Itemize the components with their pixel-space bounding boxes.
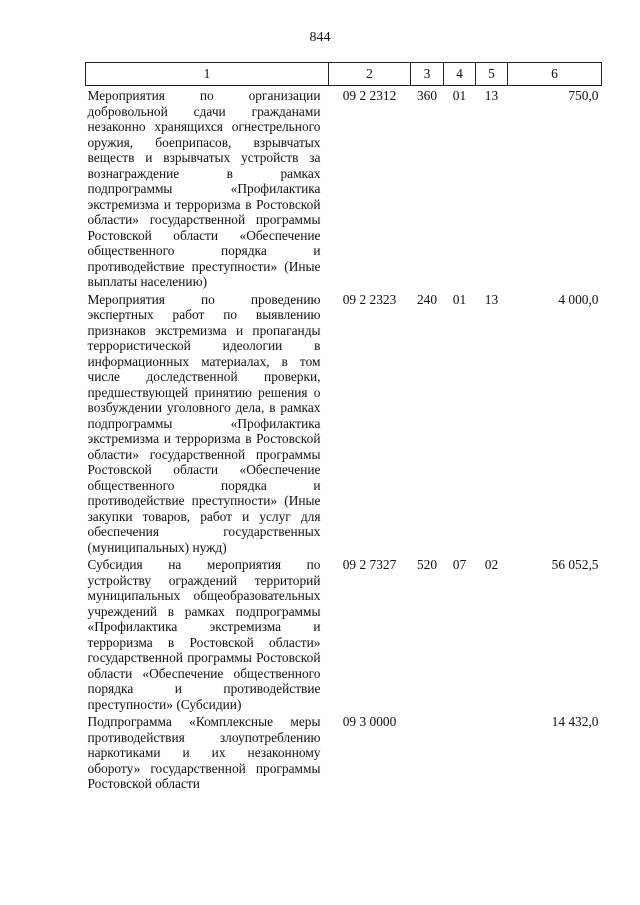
table-header-row xyxy=(86,63,602,86)
row-col-3: 520 xyxy=(416,557,438,572)
row-col-4 xyxy=(444,712,476,792)
table-row xyxy=(86,86,602,290)
row-description: Субсидия на мероприятия по устройству ограждений территорий муниципальных общеобразовательных учреждений в рамках подпрограммы «Профилактика экстремизма и терроризма в Ростовской области» государственной программы Ростовской области «Обеспечение общественного порядка и противодействие преступности» (Субсидии) xyxy=(87,557,321,712)
row-amount: 750,0 xyxy=(568,88,599,103)
row-col-4: 07 xyxy=(452,557,467,572)
row-code: 09 2 2312 xyxy=(342,88,397,103)
row-col-4: 01 xyxy=(452,291,467,307)
row-description: Мероприятия по проведению экспертных работ по выявлению признаков экстремизма и пропаганды террористической идеологии в информационных материалах, в том числе доследственной проверки, предшествующей принятию решения о возбуждении уголовного дела, в рамках подпрограммы «Профилактика экстремизма и терроризма в Ростовской области» государственной программы Ростовской области «Обеспечение общественного порядка и противодействие преступности» (Иные закупки товаров, работ и услуг для обеспечения государственных (муниципальных) нужд) xyxy=(87,291,321,555)
row-amount: 56 052,5 xyxy=(551,557,599,572)
row-col-5: 13 xyxy=(484,88,499,103)
table-row xyxy=(86,712,602,792)
budget-table xyxy=(85,62,602,792)
header-col-2: 2 xyxy=(329,63,411,86)
row-code: 09 3 0000 xyxy=(342,714,397,729)
row-description: Подпрограмма «Комплексные меры противодействия злоупотреблению наркотиками и их незаконному обороту» государственной программы Ростовской области xyxy=(87,714,321,791)
header-col-3: 3 xyxy=(411,63,444,86)
row-amount: 14 432,0 xyxy=(551,714,599,729)
page-number: 844 xyxy=(309,30,331,45)
header-col-1: 1 xyxy=(86,63,329,86)
row-col-4: 01 xyxy=(452,88,467,103)
row-col-3: 240 xyxy=(416,291,438,307)
table-row xyxy=(86,555,602,712)
row-code: 09 2 7327 xyxy=(342,557,397,572)
row-description: Мероприятия по организации добровольной сдачи гражданами незаконно хранящихся огнестрельного оружия, боеприпасов, взрывчатых веществ и взрывчатых устройств за вознаграждение в рамках подпрограммы «Профилактика экстремизма и терроризма в Ростовской области» государственной программы Ростовской области «Обеспечение общественного порядка и противодействие преступности» (Иные выплаты населению) xyxy=(87,88,321,289)
row-amount: 4 000,0 xyxy=(558,291,599,307)
header-col-6: 6 xyxy=(508,63,602,86)
row-code: 09 2 2323 xyxy=(342,291,397,307)
header-col-5: 5 xyxy=(476,63,508,86)
header-col-4: 4 xyxy=(444,63,476,86)
row-col-5: 02 xyxy=(484,557,499,572)
row-col-5: 13 xyxy=(484,291,499,307)
table-row xyxy=(86,290,602,556)
row-col-5 xyxy=(476,712,508,792)
row-col-3: 360 xyxy=(416,88,438,103)
row-col-3 xyxy=(411,712,444,792)
